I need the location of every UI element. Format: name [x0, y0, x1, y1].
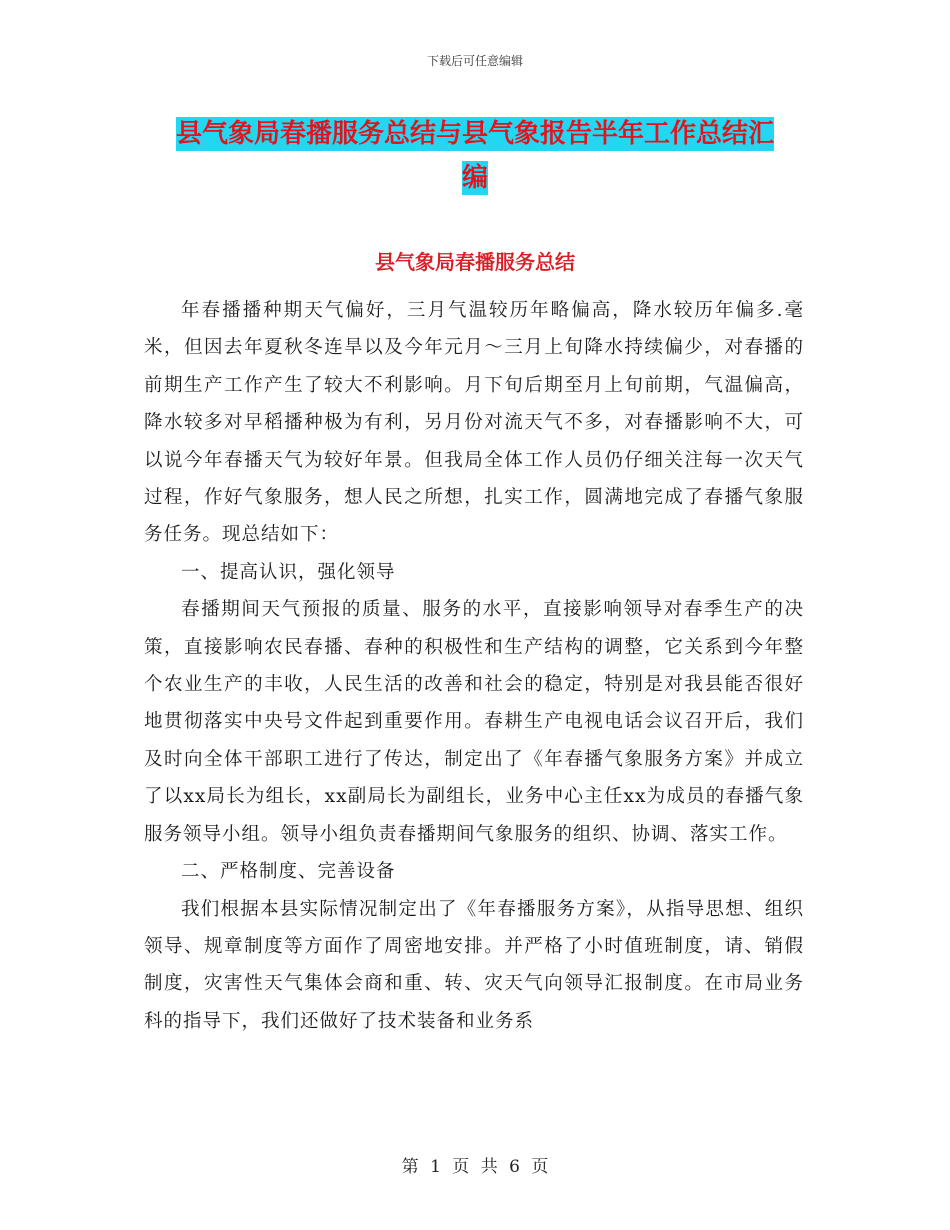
section-title: 县气象局春播服务总结 [375, 250, 575, 274]
page-number: 第 1 页 共 6 页 [401, 1157, 549, 1177]
document-body [144, 292, 804, 1040]
heading-section-1: 一、提高认识，强化领导 [181, 561, 396, 583]
document-title-line1: 县气象局春播服务总结与县气象报告半年工作总结汇 [175, 119, 774, 149]
paragraph-section-1: 春播期间天气预报的质量、服务的水平，直接影响领导对春季生产的决策，直接影响农民春播、春种的积极性和生产结构的调整，它关系到今年整个农业生产的丰收，人民生活的改善和社会的稳定，特别是对我县能否很好地贯彻落实中央号文件起到重要作用。春耕生产电视电话会议召开后，我们及时向全体干部职工进行了传达，制定出了《年春播气象服务方案》并成立了以xx局长为组长，xx副局长为副组长，业务中心主任xx为成员的春播气象服务领导小组。领导小组负责春播期间气象服务的组织、协调、落实工作。 [144, 599, 804, 845]
paragraph-intro: 年春播播种期天气偏好，三月气温较历年略偏高，降水较历年偏多.毫米，但因去年夏秋冬连旱以及今年元月～三月上旬降水持续偏少，对春播的前期生产工作产生了较大不利影响。月下旬后期至月上旬前期，气温偏高，降水较多对早稻播种极为有利，另月份对流天气不多，对春播影响不大，可以说今年春播天气为较好年景。但我局全体工作人员仍仔细关注每一次天气过程，作好气象服务，想人民之所想，扎实工作，圆满地完成了春播气象服务任务。现总结如下： [144, 300, 804, 546]
page-header-note: 下载后可任意编辑 [426, 54, 523, 68]
document-title-line2: 编 [461, 163, 488, 193]
document-title [150, 112, 800, 200]
heading-section-2: 二、严格制度、完善设备 [181, 861, 396, 883]
paragraph-section-2: 我们根据本县实际情况制定出了《年春播服务方案》，从指导思想、组织领导、规章制度等方面作了周密地安排。并严格了小时值班制度，请、销假制度，灾害性天气集体会商和重、转、灾天气向领导汇报制度。在市局业务科的指导下，我们还做好了技术装备和业务系 [144, 898, 804, 1032]
